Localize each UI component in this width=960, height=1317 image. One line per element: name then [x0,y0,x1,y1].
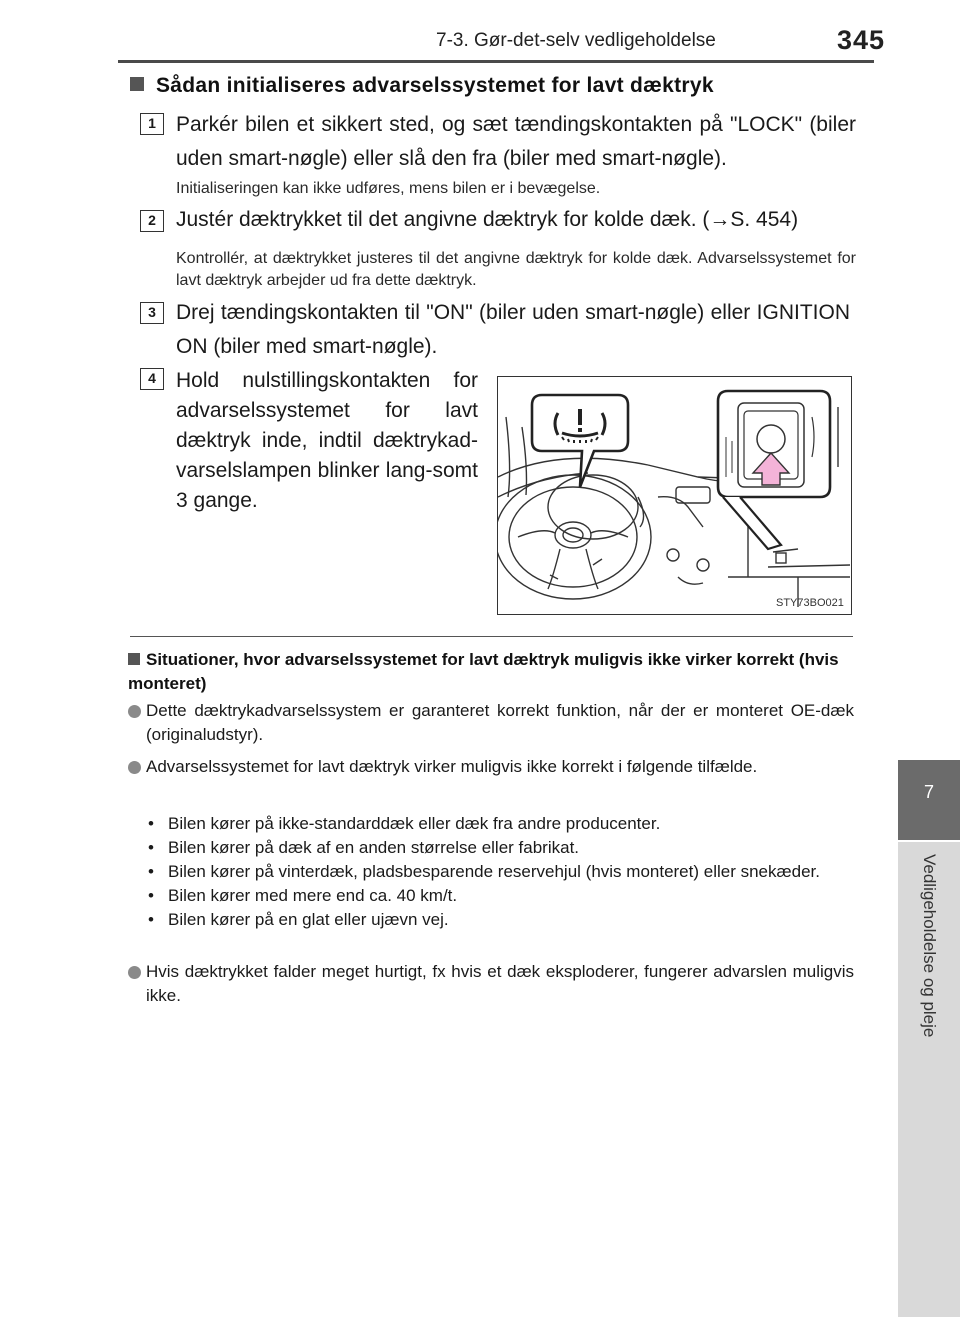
chapter-number: 7 [923,782,934,802]
info-bullet-text: Advarselssystemet for lavt dæktryk virker muligvis ikke korrekt i følgende tilfælde. [146,757,758,776]
round-bullet-icon [128,705,141,718]
step-text: Parkér bilen et sikkert sted, og sæt tændingskontakten på "LOCK" (biler uden smart-nøgle) eller slå den fra (biler med smart-nøgle). [176,113,856,170]
list-item: • Bilen kører på en glat eller ujævn vej. [148,910,449,929]
info-bullet [128,755,854,779]
step-number-box: 1 [140,113,164,135]
list-item: • Bilen kører på ikke-standarddæk eller dæk fra andre producenter. [148,814,661,833]
round-bullet-icon [128,966,141,979]
page-number: 345 [837,25,886,55]
step-number-box: 3 [140,302,164,324]
dashboard-illustration [497,376,852,615]
list-item: • Bilen kører med mere end ca. 40 km/t. [148,886,458,905]
header-rule [118,60,874,63]
info-bullet [128,960,854,1008]
step-number-box: 4 [140,368,164,390]
round-bullet-icon [128,761,141,774]
step-note: Initialiseringen kan ikke udføres, mens bilen er i bevægelse. [176,180,601,197]
reset-switch-callout [718,391,830,549]
sub-list [146,812,854,932]
section-divider [130,636,853,637]
step-number-box: 2 [140,210,164,232]
section-title-text: Sådan initialiseres advarselssystemet for lavt dæktryk [156,74,714,97]
info-title-text: Situationer, hvor advarselssystemet for lavt dæktryk muligvis ikke virker korrekt (hvis monteret) [128,650,839,693]
tire-pressure-warning-icon [532,395,628,487]
info-bullet [128,699,854,747]
chapter-label: Vedligeholdelse og pleje [920,854,939,1038]
list-item: • Bilen kører på dæk af en anden størrelse eller fabrikat. [148,838,580,857]
step-text: Drej tændingskontakten til "ON" (biler uden smart-nøgle) eller IGNITION ON (biler med smart-nøgle). [176,301,850,358]
info-bullet-text: Hvis dæktrykket falder meget hurtigt, fx hvis et dæk eksploderer, fungerer advarslen muligvis ikke. [146,962,854,1005]
step-text: Hold nulstillingskontakten for advarselssystemet for lavt dæktryk inde, indtil dæktrykad-varselslampen blinker lang-somt 3 gange. [176,369,478,512]
figure-code: STY73BO021 [776,597,844,609]
square-bullet-icon [128,653,140,665]
square-bullet-icon [130,77,144,91]
section-title [130,74,714,98]
info-title [128,648,854,696]
list-item: • Bilen kører på vinterdæk, pladsbesparende reservehjul (hvis monteret) eller snekæder. [148,862,820,881]
step-note: Kontrollér, at dæktrykket justeres til det angivne dæktryk for kolde dæk. Advarselssystemet for lavt dæktryk arbejder ud fra dette dæktryk. [176,250,856,289]
step-text: Justér dæktrykket til det angivne dæktryk for kolde dæk. (→S. 454) [176,208,799,231]
running-header: 7-3. Gør-det-selv vedligeholdelse [436,30,716,51]
info-bullet-text: Dette dæktrykadvarselssystem er garanteret korrekt funktion, når der er monteret OE-dæk (originaludstyr). [146,701,854,744]
